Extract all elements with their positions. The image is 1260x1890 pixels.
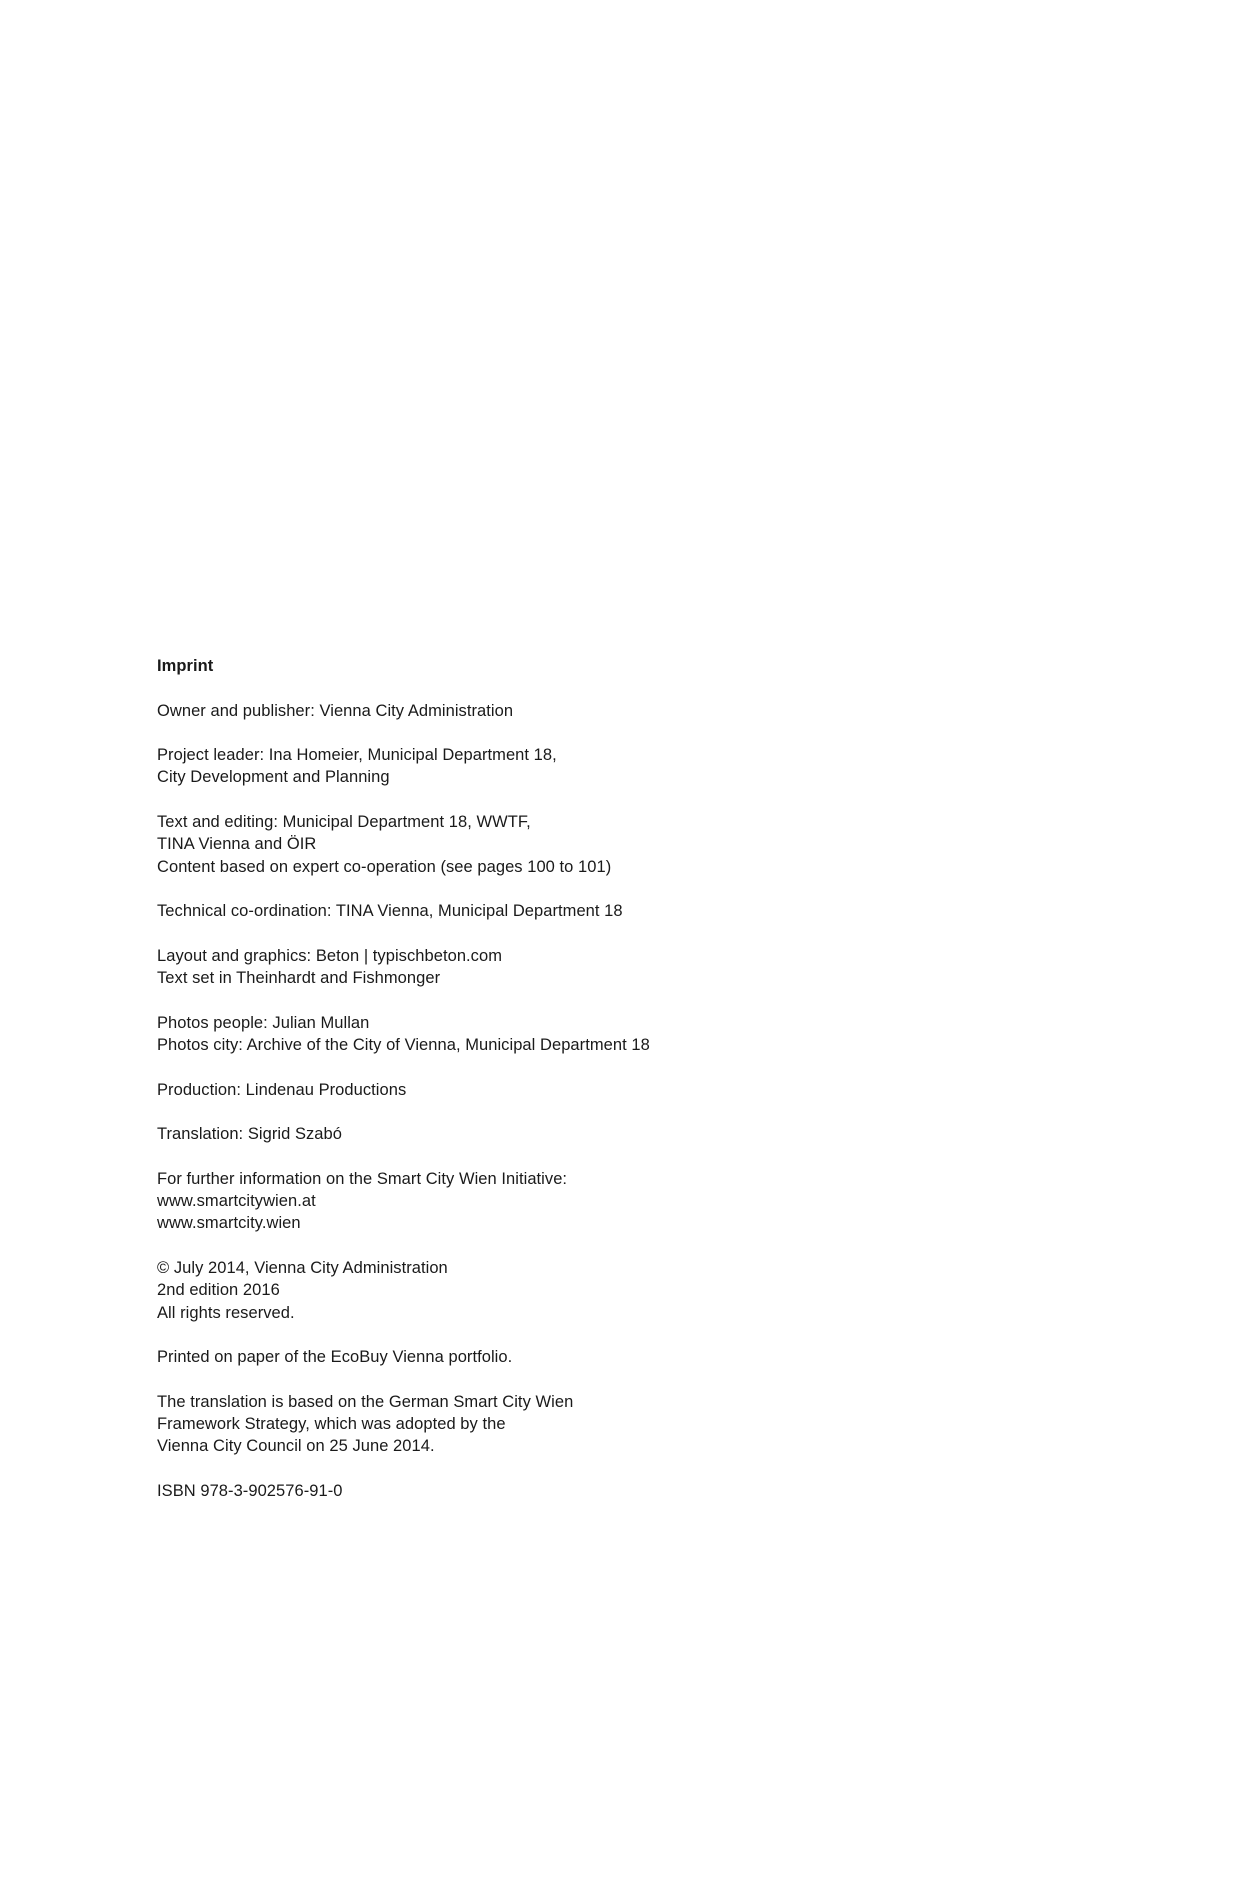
- imprint-line: For further information on the Smart City Wien Initiative:: [157, 1169, 568, 1188]
- technical-coordination-block: [157, 900, 917, 922]
- further-information-block: [157, 1168, 917, 1235]
- production-block: [157, 1079, 917, 1101]
- isbn-block: [157, 1480, 917, 1502]
- imprint-section: [157, 655, 917, 1525]
- imprint-line: Printed on paper of the EcoBuy Vienna portfolio.: [157, 1348, 513, 1367]
- layout-graphics-block: [157, 945, 917, 990]
- imprint-line: Technical co-ordination: TINA Vienna, Municipal Department 18: [157, 902, 623, 921]
- imprint-line: © July 2014, Vienna City Administration: [157, 1259, 448, 1278]
- project-leader-block: [157, 744, 917, 789]
- imprint-line: City Development and Planning: [157, 768, 390, 787]
- imprint-line: All rights reserved.: [157, 1303, 295, 1322]
- imprint-line: Text set in Theinhardt and Fishmonger: [157, 969, 441, 988]
- imprint-line: Layout and graphics: Beton | typischbeton.com: [157, 946, 502, 965]
- imprint-line: The translation is based on the German Smart City Wien: [157, 1392, 574, 1411]
- translation-basis-block: [157, 1391, 917, 1458]
- imprint-line: Owner and publisher: Vienna City Administration: [157, 701, 514, 720]
- translation-block: [157, 1123, 917, 1145]
- imprint-line: 2nd edition 2016: [157, 1281, 280, 1300]
- owner-publisher-block: [157, 700, 917, 722]
- imprint-line: Production: Lindenau Productions: [157, 1080, 407, 1099]
- imprint-line: Photos people: Julian Mullan: [157, 1013, 370, 1032]
- imprint-line: TINA Vienna and ÖIR: [157, 835, 317, 854]
- imprint-line: Content based on expert co-operation (see pages 100 to 101): [157, 857, 612, 876]
- website-link[interactable]: www.smartcity.wien: [157, 1214, 301, 1233]
- imprint-title: Imprint: [157, 657, 214, 675]
- imprint-line: Translation: Sigrid Szabó: [157, 1125, 342, 1144]
- imprint-line: Text and editing: Municipal Department 18, WWTF,: [157, 813, 531, 832]
- imprint-line: Framework Strategy, which was adopted by the: [157, 1415, 506, 1434]
- copyright-block: [157, 1257, 917, 1324]
- isbn: ISBN 978-3-902576-91-0: [157, 1481, 343, 1500]
- imprint-line: Photos city: Archive of the City of Vienna, Municipal Department 18: [157, 1036, 650, 1055]
- paper-block: [157, 1346, 917, 1368]
- website-link[interactable]: www.smartcitywien.at: [157, 1192, 316, 1211]
- text-editing-block: [157, 811, 917, 878]
- imprint-line: Project leader: Ina Homeier, Municipal Department 18,: [157, 746, 557, 765]
- imprint-line: Vienna City Council on 25 June 2014.: [157, 1437, 435, 1456]
- photos-block: [157, 1012, 917, 1057]
